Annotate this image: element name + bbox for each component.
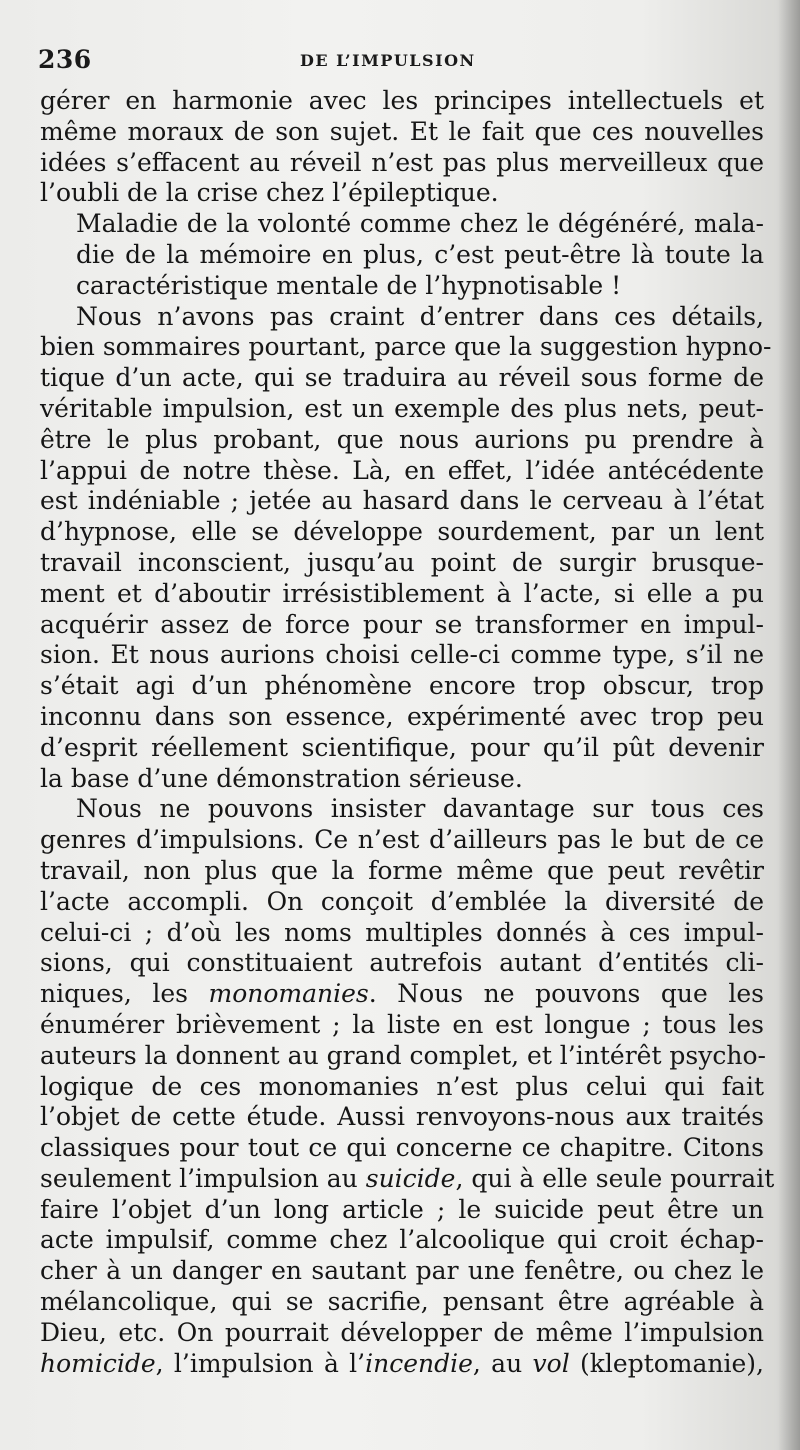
text-line: inconnu dans son essence, expérimenté avec trop peu [40,701,764,731]
text-line: l’objet de cette étude. Aussi renvoyons-nous aux traités [40,1102,764,1132]
text-line: logique de ces monomanies n’est plus celui qui fait [40,1071,764,1101]
text-line: énumérer brièvement ; la liste en est longue ; tous les [40,1009,764,1039]
text-line: idées s’effacent au réveil n’est pas plus merveilleux que [40,147,764,177]
line-text: (kleptomanie), [569,1348,764,1378]
paragraph-4 [40,794,775,1379]
paragraph-3 [40,301,772,795]
paragraph-1 [40,86,764,209]
text-line: caractéristique mentale de l’hypnotisable ! [76,270,622,300]
italic-term: homicide [40,1348,156,1378]
text-line: travail inconscient, jusqu’au point de surgir brusque- [40,547,764,577]
text-line-with-italic [40,1349,764,1380]
text-line: acte impulsif, comme chez l’alcoolique qui croit échap- [40,1225,764,1255]
text-line: s’était agi d’un phénomène encore trop obscur, trop [40,671,764,701]
text-line: cher à un danger en sautant par une fenêtre, ou chez le [40,1256,764,1286]
italic-term: vol [532,1348,570,1378]
text-line: même moraux de son sujet. Et le fait que ces nouvelles [40,116,764,146]
text-line: bien sommaires pourtant, parce que la suggestion hypno- [40,332,772,362]
italic-term: incendie [365,1348,473,1378]
text-line: mélancolique, qui se sacrifie, pensant être agréable à [40,1287,764,1317]
text-line: gérer en harmonie avec les principes intellectuels et [40,86,764,115]
paragraph-2 [40,209,764,301]
text-line: die de la mémoire en plus, c’est peut-être là toute la [76,239,764,269]
text-line: travail, non plus que la forme même que peut revêtir [40,855,764,885]
italic-term: suicide [365,1163,456,1193]
text-line: véritable impulsion, est un exemple des plus nets, peut- [40,393,764,423]
text-line: est indéniable ; jetée au hasard dans le cerveau à l’état [40,486,764,516]
text-line: sion. Et nous aurions choisi celle-ci comme type, s’il ne [40,640,764,670]
text-line: ment et d’aboutir irrésistiblement à l’acte, si elle a pu [40,578,764,608]
text-line: l’acte accompli. On conçoit d’emblée la diversité de [40,886,764,916]
line-text: , au [472,1348,533,1378]
page-number: 236 [38,45,92,74]
italic-term: monomanies [208,979,369,1009]
line-text: , qui à elle seule pourrait [455,1163,775,1193]
text-line-with-italic [40,979,764,1010]
line-text: niques, les [40,979,209,1009]
text-line: auteurs la donnent au grand complet, et l’intérêt psycho- [40,1040,766,1070]
text-line-with-italic [40,1163,775,1195]
text-line: l’appui de notre thèse. Là, en effet, l’idée antécédente [40,455,764,485]
line-text: . Nous ne pouvons que les [368,979,764,1009]
text-line: être le plus probant, que nous aurions pu prendre à [40,424,764,454]
text-line: classiques pour tout ce qui concerne ce chapitre. Citons [40,1133,764,1163]
text-line: genres d’impulsions. Ce n’est d’ailleurs pas le but de ce [40,825,764,855]
text-line: la base d’une démonstration sérieuse. [40,763,523,793]
page-header [38,44,758,84]
text-line: d’hypnose, elle se développe sourdement, par un lent [40,517,764,547]
text-line: celui-ci ; d’où les noms multiples donnés à ces impul- [40,917,764,947]
text-line: l’oubli de la crise chez l’épileptique. [40,178,499,208]
running-head: DE L’IMPULSION [300,51,476,70]
text-line: Nous n’avons pas craint d’entrer dans ces détails, [76,301,764,331]
line-text: , l’impulsion à l’ [155,1348,366,1378]
text-line: acquérir assez de force pour se transformer en impul- [40,609,764,639]
text-line: Maladie de la volonté comme chez le dégénéré, mala- [76,209,764,239]
text-line: Nous ne pouvons insister davantage sur tous ces [76,794,764,824]
text-line: Dieu, etc. On pourrait développer de même l’impulsion [40,1317,764,1347]
text-line: d’esprit réellement scientifique, pour qu’il pût devenir [40,732,764,762]
body-text [40,86,775,1379]
text-line: tique d’un acte, qui se traduira au réveil sous forme de [40,363,764,393]
text-line: faire l’objet d’un long article ; le suicide peut être un [40,1194,764,1224]
line-text: seulement l’impulsion au [40,1163,366,1193]
text-line: sions, qui constituaient autrefois autant d’entités cli- [40,948,764,978]
